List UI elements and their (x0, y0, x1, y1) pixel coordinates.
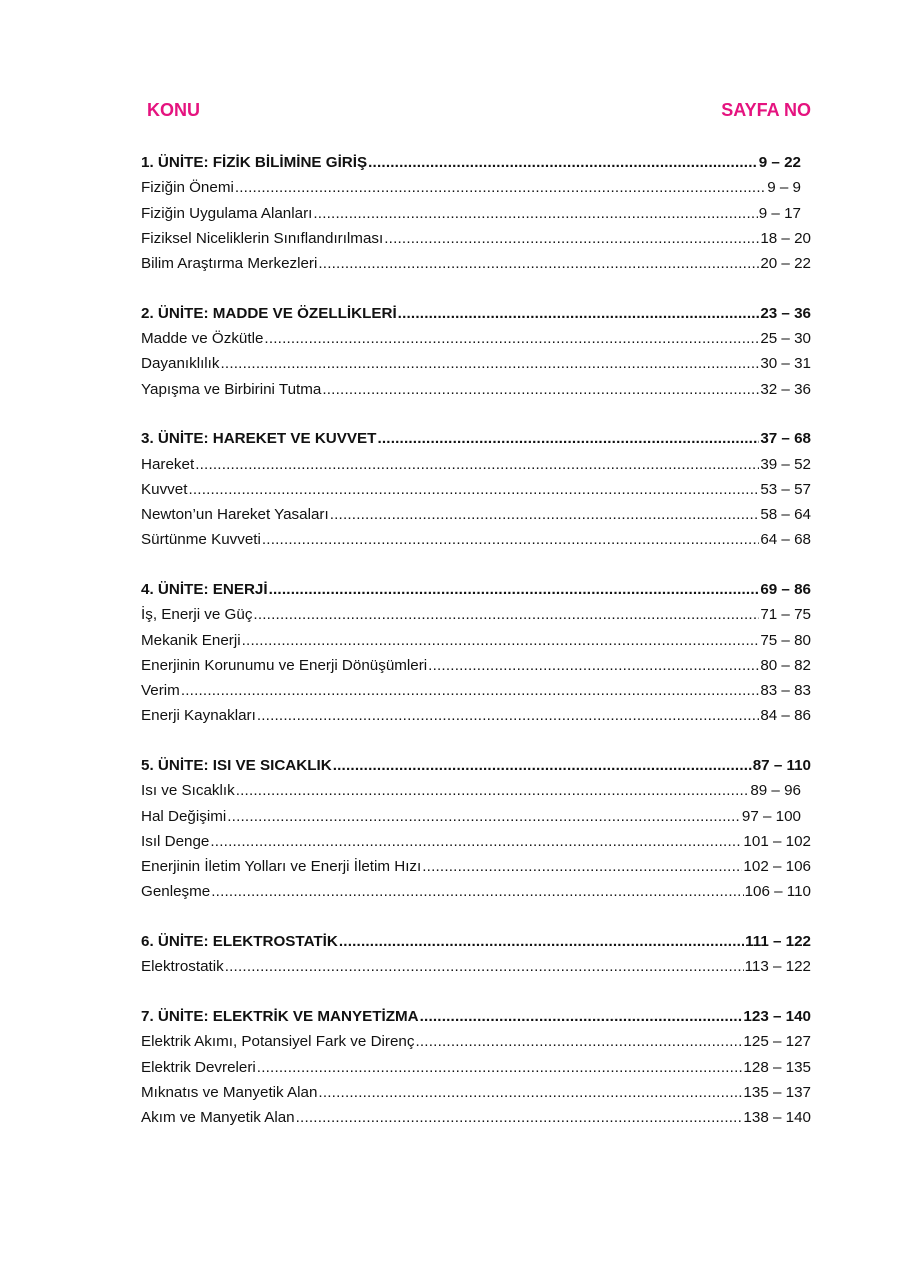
unit-heading-pages: 123 – 140 (743, 1008, 811, 1025)
topic-entry[interactable] (141, 628, 811, 653)
dot-leader (262, 527, 759, 552)
topic-entry-pages: 18 – 20 (760, 229, 811, 247)
topic-entry-title: Hareket (141, 455, 195, 473)
topic-entry[interactable] (141, 804, 811, 829)
dot-leader (181, 678, 759, 703)
dot-leader (420, 1004, 743, 1029)
dot-leader (211, 879, 743, 904)
unit-heading-title: 3. ÜNİTE: HAREKET VE KUVVET (141, 430, 377, 448)
unit-section (141, 577, 811, 729)
topic-entry-pages: 20 – 22 (760, 255, 811, 272)
topic-entry-title: Yapışma ve Birbirini Tutma (141, 380, 322, 398)
topic-entry-title: Isıl Denge (141, 832, 210, 850)
topic-entry-title: Newton’un Hareket Yasaları (141, 506, 329, 523)
unit-heading-pages: 87 – 110 (752, 757, 811, 774)
unit-heading-title: 7. ÜNİTE: ELEKTRİK VE MANYETİZMA (141, 1008, 419, 1025)
topic-entry[interactable] (141, 1029, 811, 1054)
topic-entry-pages: 71 – 75 (760, 606, 811, 624)
topic-entry[interactable] (141, 452, 811, 477)
dot-leader (242, 628, 760, 653)
dot-leader (257, 1055, 743, 1080)
dot-leader (264, 326, 759, 351)
topic-entry[interactable] (141, 703, 811, 728)
dot-leader (269, 577, 760, 602)
topic-entry-pages: 84 – 86 (760, 707, 811, 725)
unit-section (141, 301, 811, 402)
topic-entry-title: Fiziğin Uygulama Alanları (141, 204, 313, 222)
unit-heading[interactable] (141, 1004, 811, 1029)
topic-entry-title: Bilim Araştırma Merkezleri (141, 255, 318, 272)
topic-entry[interactable] (141, 502, 811, 527)
unit-heading-title: 5. ÜNİTE: ISI VE SICAKLIK (141, 757, 332, 774)
topic-entry-pages: 39 – 52 (760, 455, 811, 473)
dot-leader (227, 804, 741, 829)
topic-entry-pages: 135 – 137 (743, 1083, 811, 1101)
unit-heading[interactable] (141, 753, 811, 778)
topic-entry-title: Elektrik Akımı, Potansiyel Fark ve Direnç (141, 1033, 415, 1051)
unit-heading-title: 1. ÜNİTE: FİZİK BİLİMİNE GİRİŞ (141, 154, 368, 171)
topic-entry-pages: 32 – 36 (760, 380, 811, 398)
unit-heading[interactable] (141, 150, 811, 175)
topic-entry-title: Dayanıklılık (141, 355, 220, 373)
topic-entry-title: Enerjinin İletim Yolları ve Enerji İletim Hızı (141, 858, 422, 875)
topic-entry[interactable] (141, 602, 811, 627)
unit-heading[interactable] (141, 426, 811, 451)
topic-entry-title: Akım ve Manyetik Alan (141, 1109, 295, 1126)
dot-leader (384, 226, 759, 251)
table-of-contents (141, 150, 811, 1155)
column-header-page-no: SAYFA NO (721, 100, 811, 120)
topic-entry-pages: 138 – 140 (743, 1109, 811, 1126)
topic-entry-title: Kuvvet (141, 480, 188, 498)
topic-entry[interactable] (141, 377, 811, 402)
dot-leader (210, 829, 742, 854)
topic-entry-pages: 53 – 57 (760, 480, 811, 498)
unit-heading[interactable] (141, 929, 811, 954)
topic-entry-title: Genleşme (141, 883, 211, 901)
topic-entry[interactable] (141, 854, 811, 879)
unit-heading-title: 2. ÜNİTE: MADDE VE ÖZELLİKLERİ (141, 304, 397, 322)
unit-section (141, 929, 811, 980)
topic-entry-pages: 75 – 80 (760, 631, 811, 649)
topic-entry-title: Elektrik Devreleri (141, 1058, 256, 1076)
topic-entry-pages: 80 – 82 (760, 656, 811, 674)
topic-entry-title: Madde ve Özkütle (141, 330, 264, 347)
topic-entry[interactable] (141, 829, 811, 854)
topic-entry-title: Fiziksel Niceliklerin Sınıflandırılması (141, 229, 384, 247)
topic-entry-pages: 97 – 100 (741, 807, 801, 825)
topic-entry-title: Mekanik Enerji (141, 631, 241, 649)
topic-entry-pages: 83 – 83 (760, 682, 811, 699)
topic-entry[interactable] (141, 477, 811, 502)
dot-leader (188, 477, 759, 502)
dot-leader (296, 1105, 743, 1130)
unit-heading-pages: 23 – 36 (760, 304, 811, 322)
unit-heading-title: 4. ÜNİTE: ENERJİ (141, 581, 268, 598)
topic-entry[interactable] (141, 201, 811, 226)
dot-leader (225, 954, 744, 979)
unit-heading-pages: 69 – 86 (760, 581, 811, 598)
dot-leader (195, 452, 759, 477)
topic-entry-title: Isı ve Sıcaklık (141, 782, 235, 800)
topic-entry-pages: 9 – 17 (758, 204, 801, 222)
dot-leader (422, 854, 742, 879)
topic-entry-pages: 102 – 106 (743, 858, 811, 875)
dot-leader (333, 753, 752, 778)
topic-entry[interactable] (141, 1105, 811, 1130)
dot-leader (235, 175, 766, 200)
topic-entry-title: Mıknatıs ve Manyetik Alan (141, 1083, 318, 1101)
topic-entry[interactable] (141, 879, 811, 904)
topic-entry-title: İş, Enerji ve Güç (141, 606, 253, 624)
unit-heading-pages: 111 – 122 (745, 933, 811, 950)
topic-entry[interactable] (141, 1055, 811, 1080)
topic-entry[interactable] (141, 351, 811, 376)
dot-leader (330, 502, 760, 527)
unit-section (141, 753, 811, 905)
topic-entry-title: Fiziğin Önemi (141, 179, 234, 197)
topic-entry-pages: 58 – 64 (760, 506, 811, 523)
topic-entry-pages: 125 – 127 (743, 1033, 811, 1051)
topic-entry[interactable] (141, 175, 811, 200)
topic-entry-title: Enerji Kaynakları (141, 707, 256, 725)
topic-entry-pages: 101 – 102 (743, 832, 811, 850)
unit-section (141, 1004, 811, 1130)
dot-leader (415, 1029, 742, 1054)
unit-heading-pages: 37 – 68 (760, 430, 811, 448)
topic-entry-title: Sürtünme Kuvveti (141, 531, 261, 549)
unit-heading[interactable] (141, 301, 811, 326)
dot-leader (339, 929, 744, 954)
dot-leader (253, 602, 759, 627)
topic-entry-pages: 113 – 122 (744, 958, 811, 976)
dot-leader (257, 703, 760, 728)
column-header-topic: KONU (147, 100, 200, 120)
dot-leader (318, 251, 759, 276)
topic-entry-pages: 128 – 135 (743, 1058, 811, 1076)
dot-leader (428, 653, 759, 678)
topic-entry-pages: 25 – 30 (760, 330, 811, 347)
topic-entry[interactable] (141, 226, 811, 251)
dot-leader (313, 201, 757, 226)
topic-entry-title: Hal Değişimi (141, 807, 227, 825)
topic-entry[interactable] (141, 527, 811, 552)
topic-entry[interactable] (141, 251, 811, 276)
topic-entry[interactable] (141, 1080, 811, 1105)
topic-entry[interactable] (141, 954, 811, 979)
unit-heading[interactable] (141, 577, 811, 602)
unit-heading-pages: 9 – 22 (758, 154, 801, 171)
dot-leader (377, 426, 759, 451)
topic-entry[interactable] (141, 678, 811, 703)
dot-leader (236, 778, 750, 803)
dot-leader (368, 150, 758, 175)
dot-leader (322, 377, 759, 402)
unit-heading-title: 6. ÜNİTE: ELEKTROSTATİK (141, 933, 338, 950)
dot-leader (318, 1080, 742, 1105)
dot-leader (398, 301, 760, 326)
dot-leader (221, 351, 760, 376)
topic-entry-title: Elektrostatik (141, 958, 224, 976)
topic-entry-pages: 89 – 96 (750, 782, 801, 800)
topic-entry-title: Verim (141, 682, 180, 699)
topic-entry-pages: 9 – 9 (767, 179, 801, 197)
unit-section (141, 426, 811, 552)
topic-entry-pages: 30 – 31 (760, 355, 811, 373)
topic-entry[interactable] (141, 778, 811, 803)
topic-entry[interactable] (141, 653, 811, 678)
unit-section (141, 150, 811, 276)
topic-entry-title: Enerjinin Korunumu ve Enerji Dönüşümleri (141, 656, 428, 674)
topic-entry-pages: 64 – 68 (760, 531, 811, 549)
topic-entry-pages: 106 – 110 (744, 883, 811, 901)
topic-entry[interactable] (141, 326, 811, 351)
